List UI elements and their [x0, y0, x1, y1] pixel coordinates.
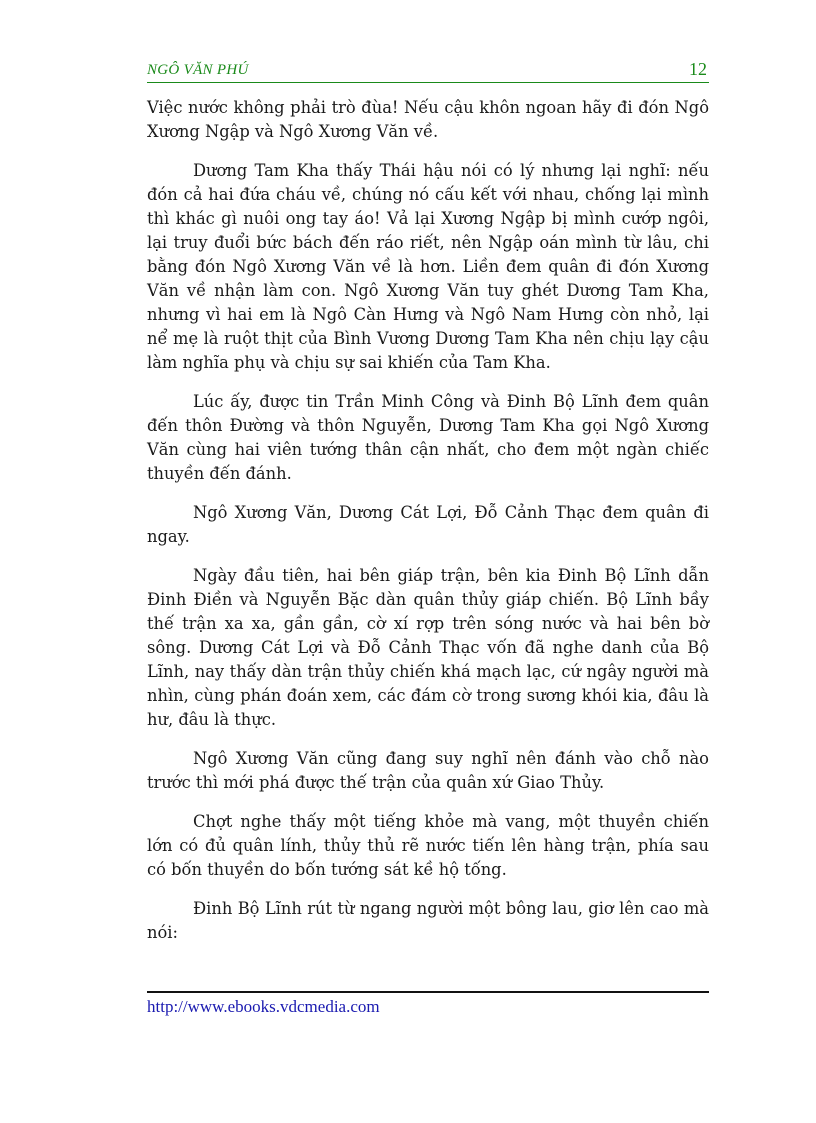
- footer-link[interactable]: http://www.ebooks.vdcmedia.com: [147, 997, 380, 1016]
- paragraph: Chợt nghe thấy một tiếng khỏe mà vang, một thuyền chiến lớn có đủ quân lính, thủy thủ rẽ nước tiến lên hàng trận, phía sau có bốn thuyền do bốn tướng sát kề hộ tống.: [147, 812, 709, 879]
- paragraph: Ngày đầu tiên, hai bên giáp trận, bên kia Đinh Bộ Lĩnh dẫn Đinh Điền và Nguyễn Bặc dàn quân thủy giáp chiến. Bộ Lĩnh bầy thế trận xa xa, gần gần, cờ xí rợp trên sóng nước và hai bên bờ sông. Dương Cát Lợi và Đỗ Cảnh Thạc vốn đã nghe danh của Bộ Lĩnh, nay thấy dàn trận thủy chiến khá mạch lạc, cứ ngây người mà nhìn, cùng phán đoán xem, các đám cờ trong sương khói kia, đâu là hư, đâu là thực.: [147, 566, 709, 729]
- paragraph: Ngô Xương Văn, Dương Cát Lợi, Đỗ Cảnh Thạc đem quân đi ngay.: [147, 503, 709, 546]
- page-header: [147, 58, 709, 83]
- paragraph: Ngô Xương Văn cũng đang suy nghĩ nên đánh vào chỗ nào trước thì mới phá được thế trận của quân xứ Giao Thủy.: [147, 749, 709, 792]
- paragraph: Lúc ấy, được tin Trần Minh Công và Đinh Bộ Lĩnh đem quân đến thôn Đường và thôn Nguyễn, Dương Tam Kha gọi Ngô Xương Văn cùng hai viên tướng thân cận nhất, cho đem một ngàn chiếc thuyền đến đánh.: [147, 392, 709, 483]
- paragraph: Việc nước không phải trò đùa! Nếu cậu khôn ngoan hãy đi đón Ngô Xương Ngập và Ngô Xương Văn về.: [147, 98, 709, 141]
- header-author: NGÔ VĂN PHÚ: [147, 62, 249, 78]
- footer-divider: [147, 991, 709, 993]
- paragraph: Đinh Bộ Lĩnh rút từ ngang người một bông lau, giơ lên cao mà nói:: [147, 899, 709, 942]
- page-number: 12: [689, 59, 707, 79]
- body-text: [147, 96, 709, 960]
- paragraph: Dương Tam Kha thấy Thái hậu nói có lý nhưng lại nghĩ: nếu đón cả hai đứa cháu về, chúng nó cấu kết với nhau, chống lại mình thì khác gì nuôi ong tay áo! Vả lại Xương Ngập bị mình cướp ngôi, lại truy đuổi bức bách đến ráo riết, nên Ngập oán mình từ lâu, chi bằng đón Ngô Xương Văn về là hơn. Liền đem quân đi đón Xương Văn về nhận làm con. Ngô Xương Văn tuy ghét Dương Tam Kha, nhưng vì hai em là Ngô Càn Hưng và Ngô Nam Hưng còn nhỏ, lại nể mẹ là ruột thịt của Bình Vương Dương Tam Kha nên chịu lạy cậu làm nghĩa phụ và chịu sự sai khiến của Tam Kha.: [147, 161, 709, 372]
